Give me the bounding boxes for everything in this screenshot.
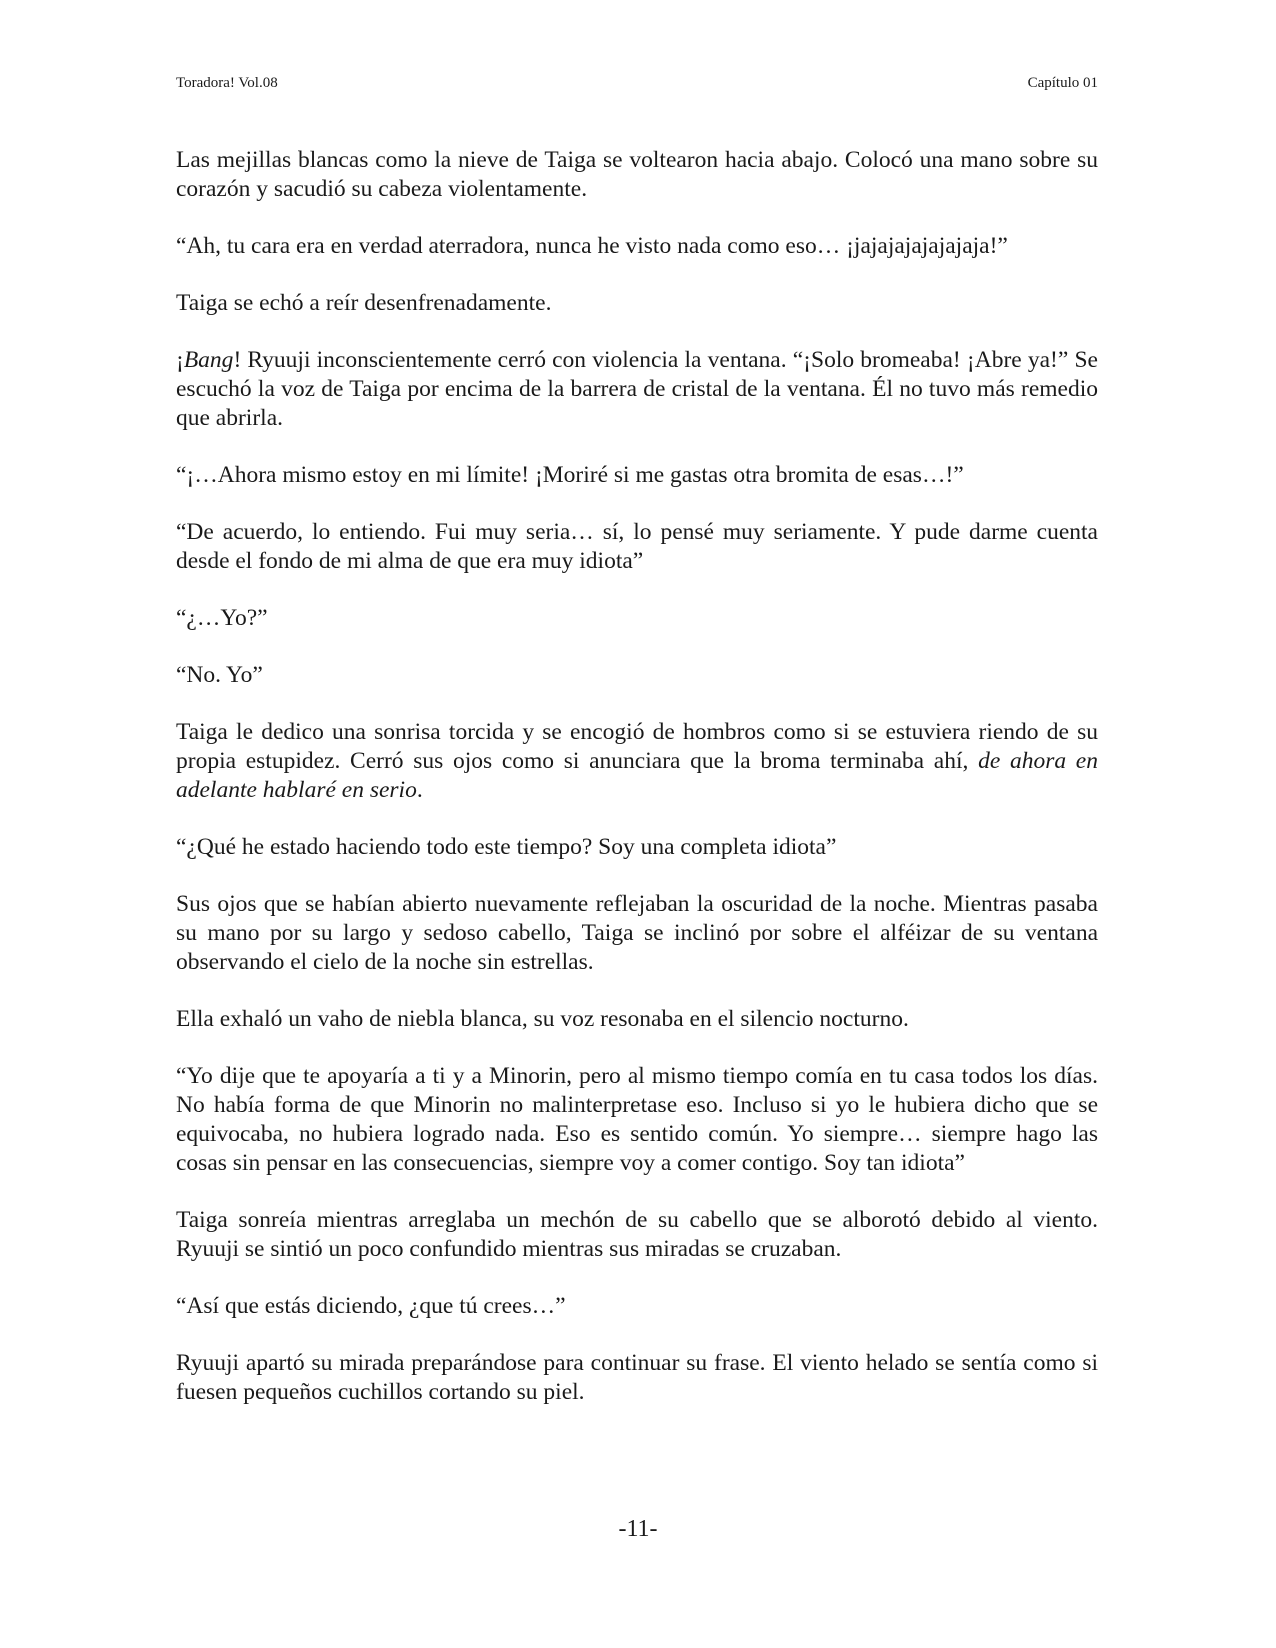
- paragraph: Ryuuji apartó su mirada preparándose para continuar su frase. El viento helado se sentía como si fuesen pequeños cuchillos cortando su piel.: [176, 1350, 1098, 1405]
- dialogue-paragraph: “De acuerdo, lo entiendo. Fui muy seria… sí, lo pensé muy seriamente. Y pude darme cuenta desde el fondo de mi alma de que era muy idiota”: [176, 519, 1098, 574]
- paragraph: Taiga sonreía mientras arreglaba un mechón de su cabello que se alborotó debido al viento. Ryuuji se sintió un poco confundido mientras sus miradas se cruzaban.: [176, 1207, 1098, 1262]
- text-segment: ! Ryuuji inconscientemente cerró con violencia la ventana. “¡Solo bromeaba! ¡Abre ya!” Se escuchó la voz de Taiga por encima de la barrera de cristal de la ventana. Él no tuvo más remedio que abrirla.: [176, 347, 1098, 431]
- body-text: [176, 146, 1098, 1435]
- page-number: -11-: [618, 1516, 658, 1542]
- italic-text: de ahora en adelante hablaré en serio: [176, 748, 1098, 803]
- header-book-title: Toradora! Vol.08: [176, 75, 278, 91]
- text-segment: .: [416, 777, 423, 803]
- paragraph: Las mejillas blancas como la nieve de Taiga se voltearon hacia abajo. Colocó una mano sobre su corazón y sacudió su cabeza violentamente.: [176, 147, 1098, 202]
- running-header: [176, 72, 1098, 94]
- text-segment: ¡: [176, 347, 184, 373]
- text-segment: Taiga le dedico una sonrisa torcida y se encogió de hombros como si se estuviera riendo de su propia estupidez. Cerró sus ojos como si anunciara que la broma terminaba ahí,: [176, 719, 1098, 774]
- dialogue-paragraph: “No. Yo”: [176, 662, 263, 688]
- paragraph: Sus ojos que se habían abierto nuevamente reflejaban la oscuridad de la noche. Mientras pasaba su mano por su largo y sedoso cabello, Taiga se inclinó por sobre el alféizar de su ventana observando el cielo de la noche sin estrellas.: [176, 891, 1098, 975]
- dialogue-paragraph: “¿Qué he estado haciendo todo este tiempo? Soy una completa idiota”: [176, 834, 837, 860]
- paragraph: Ella exhaló un vaho de niebla blanca, su voz resonaba en el silencio nocturno.: [176, 1006, 909, 1032]
- paragraph: Taiga se echó a reír desenfrenadamente.: [176, 290, 552, 316]
- dialogue-paragraph: “Yo dije que te apoyaría a ti y a Minorin, pero al mismo tiempo comía en tu casa todos los días. No había forma de que Minorin no malinterpretase eso. Incluso si yo le hubiera dicho que se equivocaba, no hubiera logrado nada. Eso es sentido común. Yo siempre… siempre hago las cosas sin pensar en las consecuencias, siempre voy a comer contigo. Soy tan idiota”: [176, 1063, 1098, 1176]
- header-chapter: Capítulo 01: [1027, 75, 1098, 91]
- dialogue-paragraph: “Así que estás diciendo, ¿que tú crees…”: [176, 1293, 566, 1319]
- dialogue-paragraph: “¿…Yo?”: [176, 605, 268, 631]
- paragraph: [176, 346, 1098, 433]
- italic-text: Bang: [183, 347, 234, 373]
- dialogue-paragraph: “¡…Ahora mismo estoy en mi límite! ¡Moriré si me gastas otra bromita de esas…!”: [176, 462, 964, 488]
- paragraph: [176, 718, 1098, 805]
- dialogue-paragraph: “Ah, tu cara era en verdad aterradora, nunca he visto nada como eso… ¡jajajajajajajaja!”: [176, 233, 1008, 259]
